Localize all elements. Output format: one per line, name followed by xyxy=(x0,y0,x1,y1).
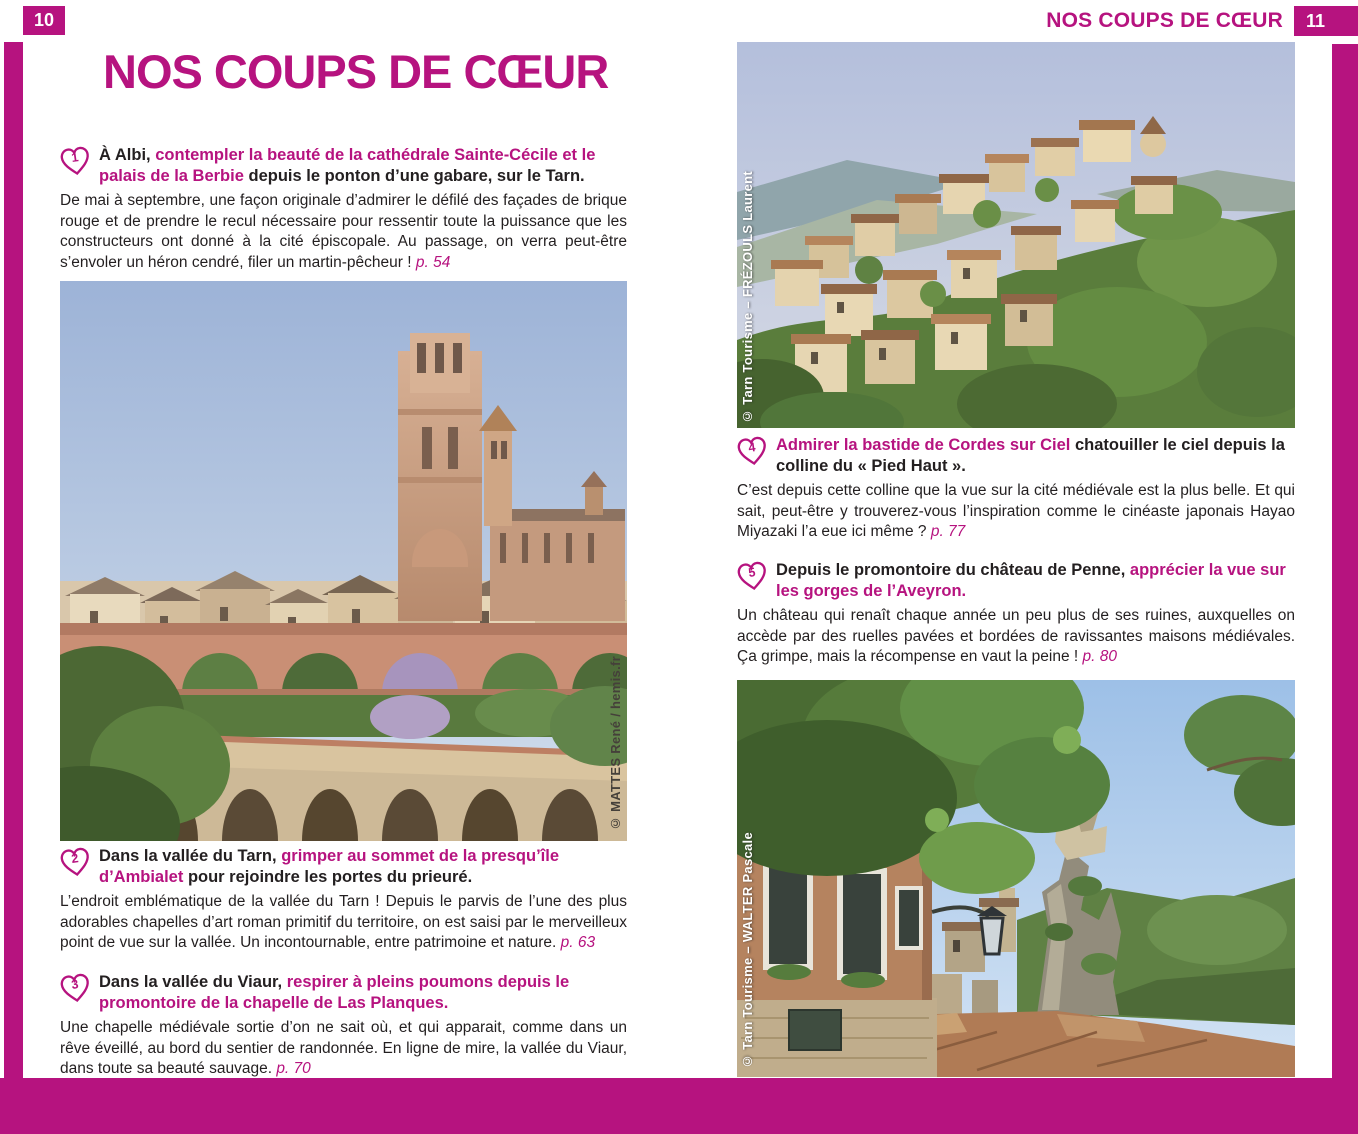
page-title: NOS COUPS DE CŒUR xyxy=(103,45,609,98)
item-body: Un château qui renaît chaque année un peu plus de ses ruines, auxquelles on accède par des ruelles pavées et bordées de ravissantes maisons médiévales. Ça grimpe, mais la récompense en vaut la peine ! p. 80 xyxy=(737,607,1295,665)
item-body: De mai à septembre, une façon originale d’admirer le défilé des façades de brique rouge et de prendre le recul nécessaire pour ressentir toute la puissance que les constructeurs ont donné à la cité épiscopale. Au passage, on verra peut-être s’envoler un héron cendré, filer un martin-pêcheur ! p. 54 xyxy=(60,192,627,271)
heart-number-icon xyxy=(735,434,770,469)
item-title: Dans la vallée du Tarn, grimper au sommet de la presqu’île d’Ambialet pour rejoindre les portes du prieuré. xyxy=(99,847,560,886)
item-body: L’endroit emblématique de la vallée du Tarn ! Depuis le parvis de l’une des plus adorables chapelles d’art roman primitif du territoire, on est saisi par le merveilleux point de vue sur la vallée. Un incontournable, entre patrimoine et nature. p. 63 xyxy=(60,893,627,951)
page-ref: p. 63 xyxy=(560,934,596,951)
svg-text:4: 4 xyxy=(747,440,757,455)
page-number-right: 11 xyxy=(1294,6,1358,36)
item-title: À Albi, contempler la beauté de la cathédrale Sainte-Cécile et le palais de la Berbie depuis le ponton d’une gabare, sur le Tarn. xyxy=(99,146,596,185)
page-ref: p. 77 xyxy=(930,523,966,540)
highlight-item-4 xyxy=(737,435,1295,543)
highlight-item-1 xyxy=(60,145,627,273)
page-ref: p. 80 xyxy=(1082,648,1117,665)
heart-number-icon xyxy=(735,559,770,594)
photo-credit: © MATTES René / hemis.fr xyxy=(608,655,623,831)
photo-albi xyxy=(60,281,627,841)
right-page-edge-bar xyxy=(1332,44,1358,1134)
photo-credit: © Tarn Tourisme – WALTER Pascale xyxy=(740,832,755,1069)
photo-cordes xyxy=(737,42,1295,428)
heart-number-icon xyxy=(58,144,93,179)
highlight-item-5 xyxy=(737,560,1295,668)
item-title: Depuis le promontoire du château de Penne, apprécier la vue sur les gorges de l’Aveyron. xyxy=(776,561,1286,600)
photo-credit: © Tarn Tourisme – FRÉZOULS Laurent xyxy=(740,171,755,424)
item-body: Une chapelle médiévale sortie d’on ne sait où, et qui apparait, comme dans un rêve éveillé, au bord du sentier de randonnée. En ligne de mire, la vallée du Viaur, dans toute sa beauté sauvage. p. 70 xyxy=(60,1019,627,1077)
svg-text:2: 2 xyxy=(70,851,80,866)
cordes-photo-illustration xyxy=(737,42,1295,428)
penne-photo-illustration xyxy=(737,680,1295,1077)
svg-text:5: 5 xyxy=(747,565,757,580)
photo-penne xyxy=(737,680,1295,1077)
svg-text:3: 3 xyxy=(70,977,80,992)
highlight-item-3 xyxy=(60,972,627,1080)
heart-number-icon xyxy=(58,845,93,880)
page-ref: p. 70 xyxy=(276,1060,311,1077)
left-column xyxy=(60,0,627,1134)
heart-number-icon xyxy=(58,971,93,1006)
albi-photo-illustration xyxy=(60,281,627,841)
svg-text:1: 1 xyxy=(70,150,80,165)
left-page-edge-bar xyxy=(4,42,23,1134)
item-title: Dans la vallée du Viaur, respirer à pleins poumons depuis le promontoire de la chapelle de Las Planques. xyxy=(99,973,570,1012)
running-header: NOS COUPS DE CŒUR xyxy=(1046,9,1283,32)
page-number-left: 10 xyxy=(23,6,65,35)
highlight-item-2 xyxy=(60,846,627,954)
page-ref: p. 54 xyxy=(415,253,451,271)
item-title: Admirer la bastide de Cordes sur Ciel chatouiller le ciel depuis la colline du « Pied Haut ». xyxy=(776,436,1285,475)
item-body: C’est depuis cette colline que la vue sur la cité médiévale est la plus belle. Et qui sait, peut-être y trouverez-vous l’inspiration comme le cinéaste japonais Hayao Miyazaki l’a eue ici même ? p. 77 xyxy=(737,482,1295,540)
right-column xyxy=(737,0,1295,1134)
